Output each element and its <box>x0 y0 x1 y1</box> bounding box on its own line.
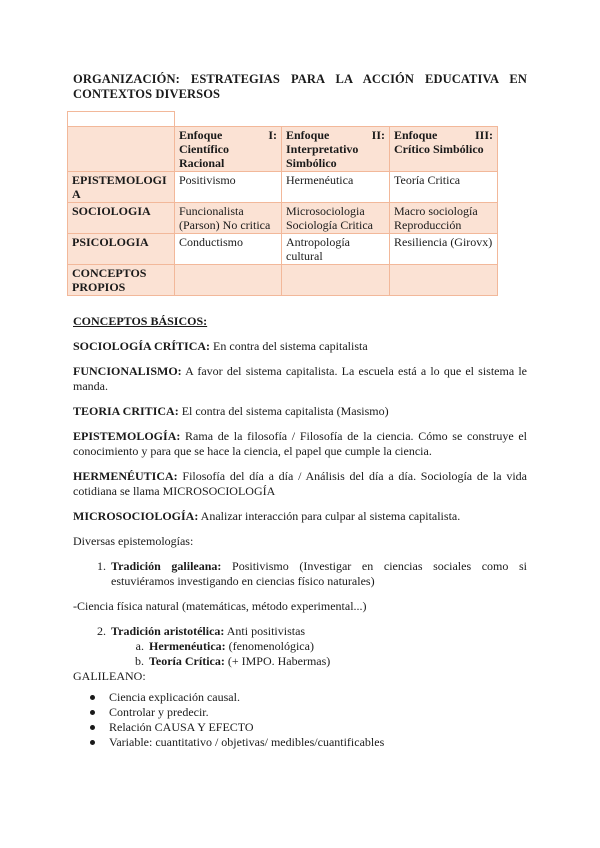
row-label: CONCEPTOS PROPIOS <box>68 265 175 296</box>
concept-funcionalismo: FUNCIONALISMO: A favor del sistema capitalista. La escuela está a lo que el sistema le manda. <box>73 364 527 393</box>
table-cell <box>390 265 498 296</box>
row-label: EPISTEMOLOGIA <box>68 172 175 203</box>
sub-list <box>111 639 527 669</box>
header-enfoque-2: Enfoque II: Interpretativo Simbólico <box>282 127 390 172</box>
list-item: Ciencia explicación causal. <box>107 690 527 705</box>
galileano-bullets <box>73 690 527 750</box>
table-cell: Teoría Critica <box>390 172 498 203</box>
table-cell <box>175 265 282 296</box>
list-item: Variable: cuantitativo / objetivas/ medibles/cuantificables <box>107 735 527 750</box>
document-title <box>73 72 527 102</box>
physics-note: -Ciencia física natural (matemáticas, método experimental...) <box>73 599 367 613</box>
concept-microsociologia: MICROSOCIOLOGÍA: Analizar interacción para culpar al sistema capitalista. <box>73 509 461 523</box>
row-label: PSICOLOGIA <box>68 234 175 265</box>
table-cell: Microsociologia Sociología Critica <box>282 203 390 234</box>
concept-sociologia-critica: SOCIOLOGÍA CRÍTICA: En contra del sistema capitalista <box>73 339 368 353</box>
spacer-cell <box>68 112 175 127</box>
table-spacer-row <box>68 112 498 127</box>
list-item: 2. Tradición aristotélica: Anti positivistas a. Hermenéutica: (fenomenológica) b. Teoría Crítica: (+ IMPO. Habermas) <box>109 624 527 669</box>
table-cell: Funcionalista (Parson) No critica <box>175 203 282 234</box>
spacer-cell <box>175 112 282 127</box>
table-row <box>68 265 498 296</box>
table-header-row <box>68 127 498 172</box>
table-row <box>68 203 498 234</box>
bullet-icon <box>90 725 95 730</box>
table-row <box>68 172 498 203</box>
concepts-heading: CONCEPTOS BÁSICOS: <box>73 314 208 328</box>
bullet-icon <box>90 695 95 700</box>
table-cell: Conductismo <box>175 234 282 265</box>
concept-hermeneutica: HERMENÉUTICA: Filosofía del día a día / Análisis del día a día. Sociología de la vida cotidiana se llama MICROSOCIOLOGÍA <box>73 469 527 498</box>
bullet-icon <box>90 710 95 715</box>
table-cell: Positivismo <box>175 172 282 203</box>
galileano-heading: GALILEANO: <box>73 669 146 683</box>
title-line-1: ORGANIZACIÓN: ESTRATEGIAS PARA LA ACCIÓN EDUCATIVA EN <box>73 72 527 86</box>
table-row <box>68 234 498 265</box>
concept-epistemologia: EPISTEMOLOGÍA: Rama de la filosofía / Filosofía de la ciencia. Cómo se construye el conocimiento y para que se hace la ciencia, el papel que cumple la ciencia. <box>73 429 527 458</box>
approaches-table <box>67 111 498 296</box>
title-line-2: CONTEXTOS DIVERSOS <box>73 87 221 101</box>
tradition-list-2 <box>73 624 527 669</box>
list-item: 1. Tradición galileana: Positivismo (Investigar en ciencias sociales como si estuviéramos investigando en ciencias físico naturales) <box>109 559 527 589</box>
header-enfoque-1: Enfoque I: Científico Racional <box>175 127 282 172</box>
row-label: SOCIOLOGIA <box>68 203 175 234</box>
list-item: b. Teoría Crítica: (+ IMPO. Habermas) <box>147 654 527 669</box>
list-item: a. Hermenéutica: (fenomenológica) <box>147 639 527 654</box>
list-item: Controlar y predecir. <box>107 705 527 720</box>
tradition-list-1 <box>73 559 527 589</box>
bullet-icon <box>90 740 95 745</box>
spacer-cell <box>390 112 498 127</box>
list-item: Relación CAUSA Y EFECTO <box>107 720 527 735</box>
table-cell: Antropología cultural <box>282 234 390 265</box>
table-cell: Resiliencia (Girovx) <box>390 234 498 265</box>
header-enfoque-3: Enfoque III: Crítico Simbólico <box>390 127 498 172</box>
header-corner-cell <box>68 127 175 172</box>
table-cell <box>282 265 390 296</box>
document-body <box>73 314 527 750</box>
epistemologies-intro: Diversas epistemologías: <box>73 534 194 548</box>
concept-teoria-critica: TEORIA CRITICA: El contra del sistema capitalista (Masismo) <box>73 404 389 418</box>
table-cell: Hermenéutica <box>282 172 390 203</box>
table-cell: Macro sociología Reproducción <box>390 203 498 234</box>
spacer-cell <box>282 112 390 127</box>
